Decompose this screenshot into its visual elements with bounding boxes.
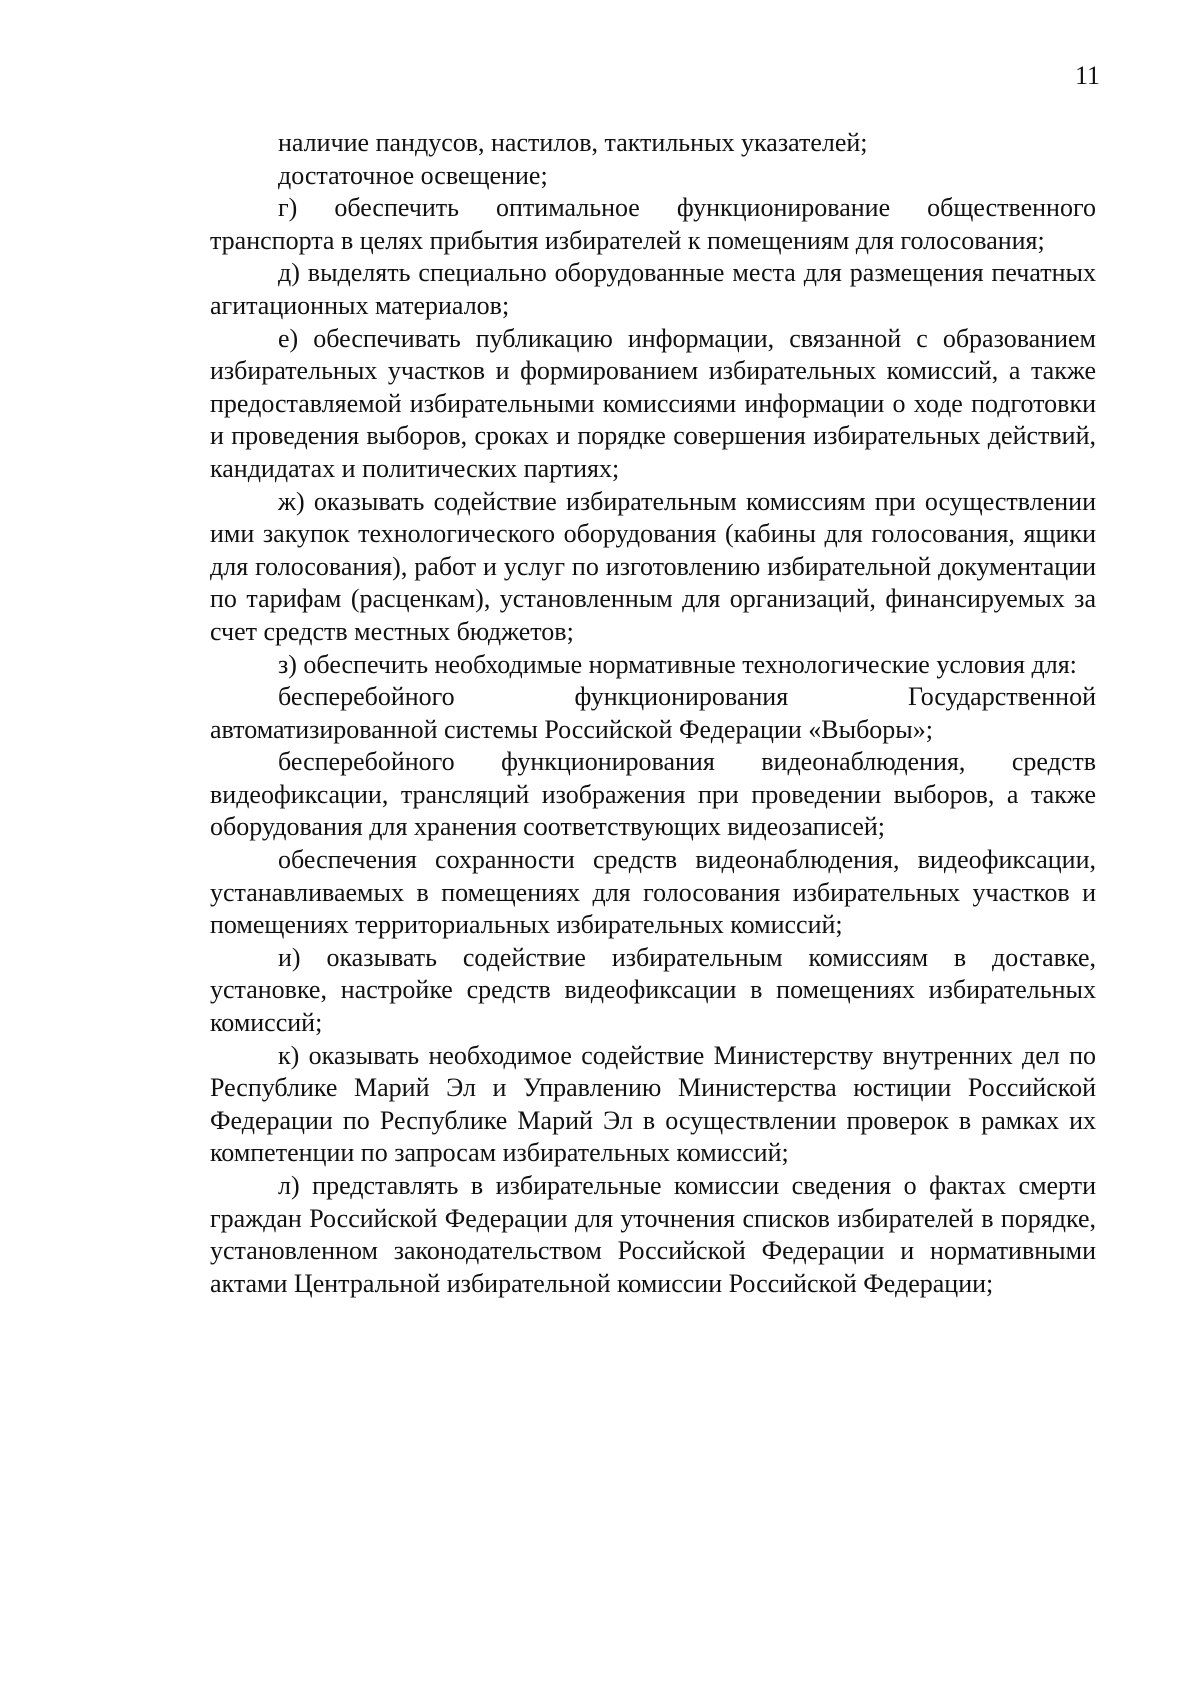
document-body	[210, 127, 1096, 1300]
paragraph-i-video-installation: и) оказывать содействие избирательным комиссиям в доставке, установке, настройке средств видеофиксации в помещениях избирательных комиссий;	[210, 942, 1096, 1038]
page-number: 11	[1074, 61, 1100, 90]
paragraph-zh-procurement: ж) оказывать содействие избирательным комиссиям при осуществлении ими закупок технологического оборудования (кабины для голосования, ящики для голосования), работ и услуг по изготовлению избирательной документации по тарифам (расценкам), установленным для организаций, финансируемых за счет средств местных бюджетов;	[210, 486, 1096, 646]
paragraph-k-ministry-assistance: к) оказывать необходимое содействие Министерству внутренних дел по Республике Марий Эл и Управлению Министерства юстиции Российской Федерации по Республике Марий Эл в осуществлении проверок в рамках их компетенции по запросам избирательных комиссий;	[210, 1040, 1096, 1168]
paragraph-e-publication: е) обеспечивать публикацию информации, связанной с образованием избирательных участков и формированием избирательных комиссий, а также предоставляемой избирательными комиссиями информации о ходе подготовки и проведения выборов, сроках и порядке совершения избирательных действий, кандидатах и политических партиях;	[210, 323, 1096, 483]
paragraph-gas-vybory: бесперебойного функционирования Государственной автоматизированной системы Российской Федерации «Выборы»;	[210, 682, 1096, 744]
paragraph-video-surveillance: бесперебойного функционирования видеонаблюдения, средств видеофиксации, трансляций изображения при проведении выборов, а также оборудования для хранения соответствующих видеозаписей;	[210, 747, 1096, 842]
paragraph-ramps: наличие пандусов, настилов, тактильных указателей;	[278, 128, 868, 157]
paragraph-g-transport: г) обеспечить оптимальное функционирование общественного транспорта в целях прибытия избирателей к помещениям для голосования;	[210, 193, 1096, 255]
paragraph-d-placement: д) выделять специально оборудованные места для размещения печатных агитационных материалов;	[210, 258, 1096, 320]
paragraph-z-conditions: з) обеспечить необходимые нормативные технологические условия для:	[278, 649, 1077, 679]
paragraph-l-death-records: л) представлять в избирательные комиссии сведения о фактах смерти граждан Российской Федерации для уточнения списков избирателей в порядке, установленном законодательством Российской Федерации и нормативными актами Центральной избирательной комиссии Российской Федерации;	[210, 1171, 1096, 1298]
paragraph-lighting: достаточное освещение;	[278, 160, 548, 190]
paragraph-video-safety: обеспечения сохранности средств видеонаблюдения, видеофиксации, устанавливаемых в помещениях для голосования избирательных участков и помещениях территориальных избирательных комиссий;	[210, 845, 1096, 940]
